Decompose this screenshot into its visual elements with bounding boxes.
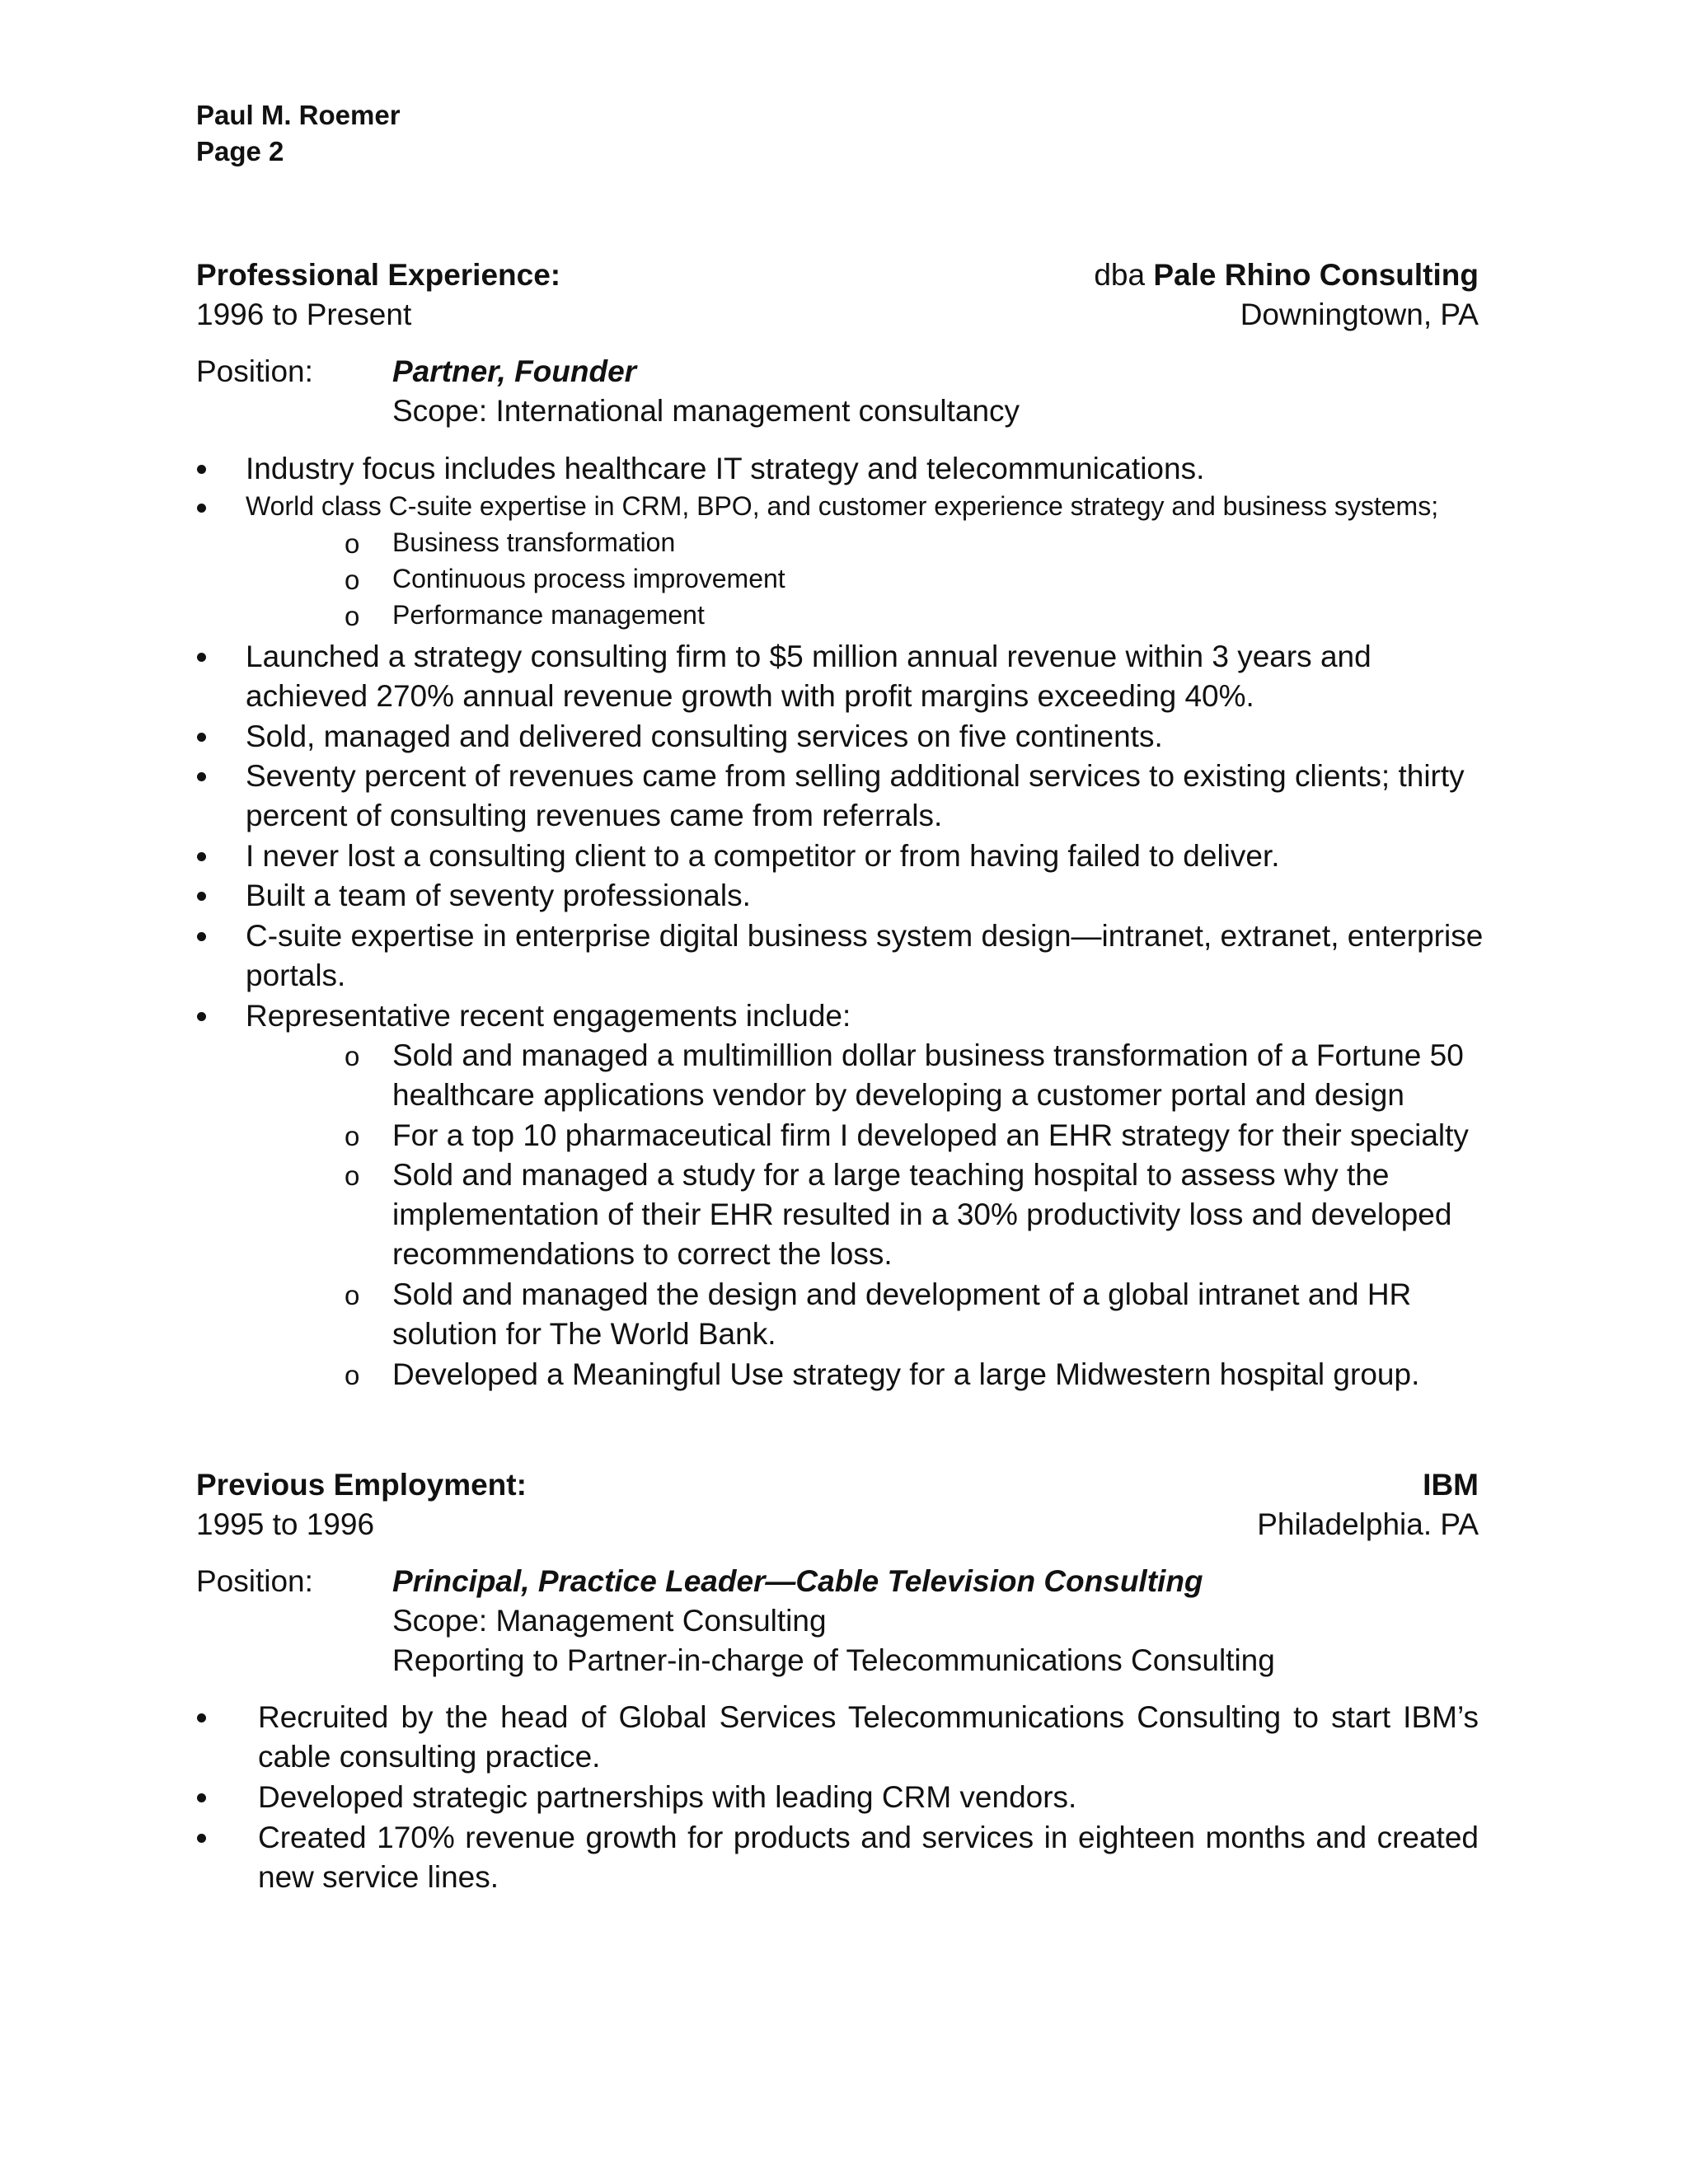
list-item: Developed a Meaningful Use strategy for a large Midwestern hospital group. — [392, 1357, 1420, 1391]
list-item: I never lost a consulting client to a competitor or from having failed to deliver. — [246, 839, 1280, 873]
employment-dates: 1995 to 1996 — [196, 1507, 375, 1541]
bullet-dot — [197, 932, 206, 941]
list-item-continuation: recommendations to correct the loss. — [392, 1237, 893, 1271]
list-item: Sold, managed and delivered consulting services on five continents. — [246, 719, 1163, 753]
author-name: Paul M. Roemer — [196, 100, 401, 130]
list-item: Continuous process improvement — [392, 564, 785, 593]
bullet-dot — [197, 504, 206, 513]
list-item: For a top 10 pharmaceutical firm I developed an EHR strategy for their specialty — [392, 1118, 1469, 1152]
list-item: Built a team of seventy professionals. — [246, 879, 751, 912]
list-item-continuation: new service lines. — [258, 1860, 499, 1894]
bullet-dot — [197, 852, 206, 861]
list-item-continuation: solution for The World Bank. — [392, 1317, 776, 1351]
list-item: Launched a strategy consulting firm to $5 million annual revenue within 3 years and — [246, 640, 1372, 673]
list-item: Sold and managed the design and development of a global intranet and HR — [392, 1277, 1412, 1311]
sub-bullet-marker: o — [345, 1360, 360, 1390]
list-item-continuation: achieved 270% annual revenue growth with profit margins exceeding 40%. — [246, 679, 1254, 713]
list-item: Sold and managed a study for a large teaching hospital to assess why the — [392, 1158, 1390, 1192]
bullet-dot — [197, 465, 206, 474]
employment-location: Downingtown, PA — [1240, 298, 1479, 331]
company-prefix: dba — [1094, 258, 1154, 292]
sub-bullet-marker: o — [345, 565, 360, 595]
bullet-dot — [197, 1793, 206, 1802]
list-item: Recruited by the head of Global Services Telecommunications Consulting to start IBM’s — [258, 1700, 1479, 1734]
list-item-continuation: portals. — [246, 958, 346, 992]
list-item: Business transformation — [392, 527, 676, 557]
list-item: Seventy percent of revenues came from selling additional services to existing clients; thirty — [246, 759, 1465, 793]
bullet-dot — [197, 733, 206, 742]
company-name: IBM — [1423, 1468, 1479, 1502]
list-item-continuation: implementation of their EHR resulted in a 30% productivity loss and developed — [392, 1197, 1452, 1231]
sub-bullet-marker: o — [345, 1121, 360, 1151]
position-scope: Scope: Management Consulting — [392, 1604, 827, 1638]
sub-bullet-marker: o — [345, 601, 360, 631]
company-line — [1094, 255, 1479, 295]
list-item-continuation: percent of consulting revenues came from referrals. — [246, 799, 943, 832]
list-item-continuation: healthcare applications vendor by developing a customer portal and design — [392, 1078, 1404, 1112]
section-heading-previous: Previous Employment: — [196, 1468, 527, 1502]
position-label: Position: — [196, 354, 313, 388]
page-number: Page 2 — [196, 136, 284, 166]
list-item: Sold and managed a multimillion dollar business transformation of a Fortune 50 — [392, 1038, 1464, 1072]
list-item: Developed strategic partnerships with leading CRM vendors. — [258, 1780, 1077, 1814]
company-name: Pale Rhino Consulting — [1153, 258, 1479, 292]
sub-bullet-marker: o — [345, 528, 360, 559]
position-scope: Scope: International management consultancy — [392, 394, 1020, 428]
position-label: Position: — [196, 1564, 313, 1598]
bullet-dot — [197, 1834, 206, 1843]
list-item: World class C-suite expertise in CRM, BPO, and customer experience strategy and business systems; — [246, 491, 1439, 521]
list-item: C-suite expertise in enterprise digital business system design—intranet, extranet, enterprise — [246, 919, 1484, 953]
list-item: Performance management — [392, 600, 705, 630]
list-item: Industry focus includes healthcare IT strategy and telecommunications. — [246, 452, 1205, 485]
bullet-dot — [197, 772, 206, 781]
employment-dates: 1996 to Present — [196, 298, 412, 331]
bullet-dot — [197, 892, 206, 901]
bullet-dot — [197, 1012, 206, 1021]
position-title: Principal, Practice Leader—Cable Television Consulting — [392, 1564, 1203, 1598]
sub-bullet-marker: o — [345, 1041, 360, 1071]
position-title: Partner, Founder — [392, 354, 637, 388]
section-heading-professional: Professional Experience: — [196, 258, 561, 292]
sub-bullet-marker: o — [345, 1160, 360, 1191]
bullet-dot — [197, 1713, 206, 1722]
list-item-continuation: cable consulting practice. — [258, 1740, 601, 1774]
list-item: Representative recent engagements include: — [246, 999, 851, 1033]
position-reporting: Reporting to Partner-in-charge of Telecommunications Consulting — [392, 1643, 1275, 1677]
list-item: Created 170% revenue growth for products and services in eighteen months and created — [258, 1821, 1479, 1854]
employment-location: Philadelphia. PA — [1257, 1507, 1479, 1541]
bullet-dot — [197, 653, 206, 662]
sub-bullet-marker: o — [345, 1280, 360, 1310]
